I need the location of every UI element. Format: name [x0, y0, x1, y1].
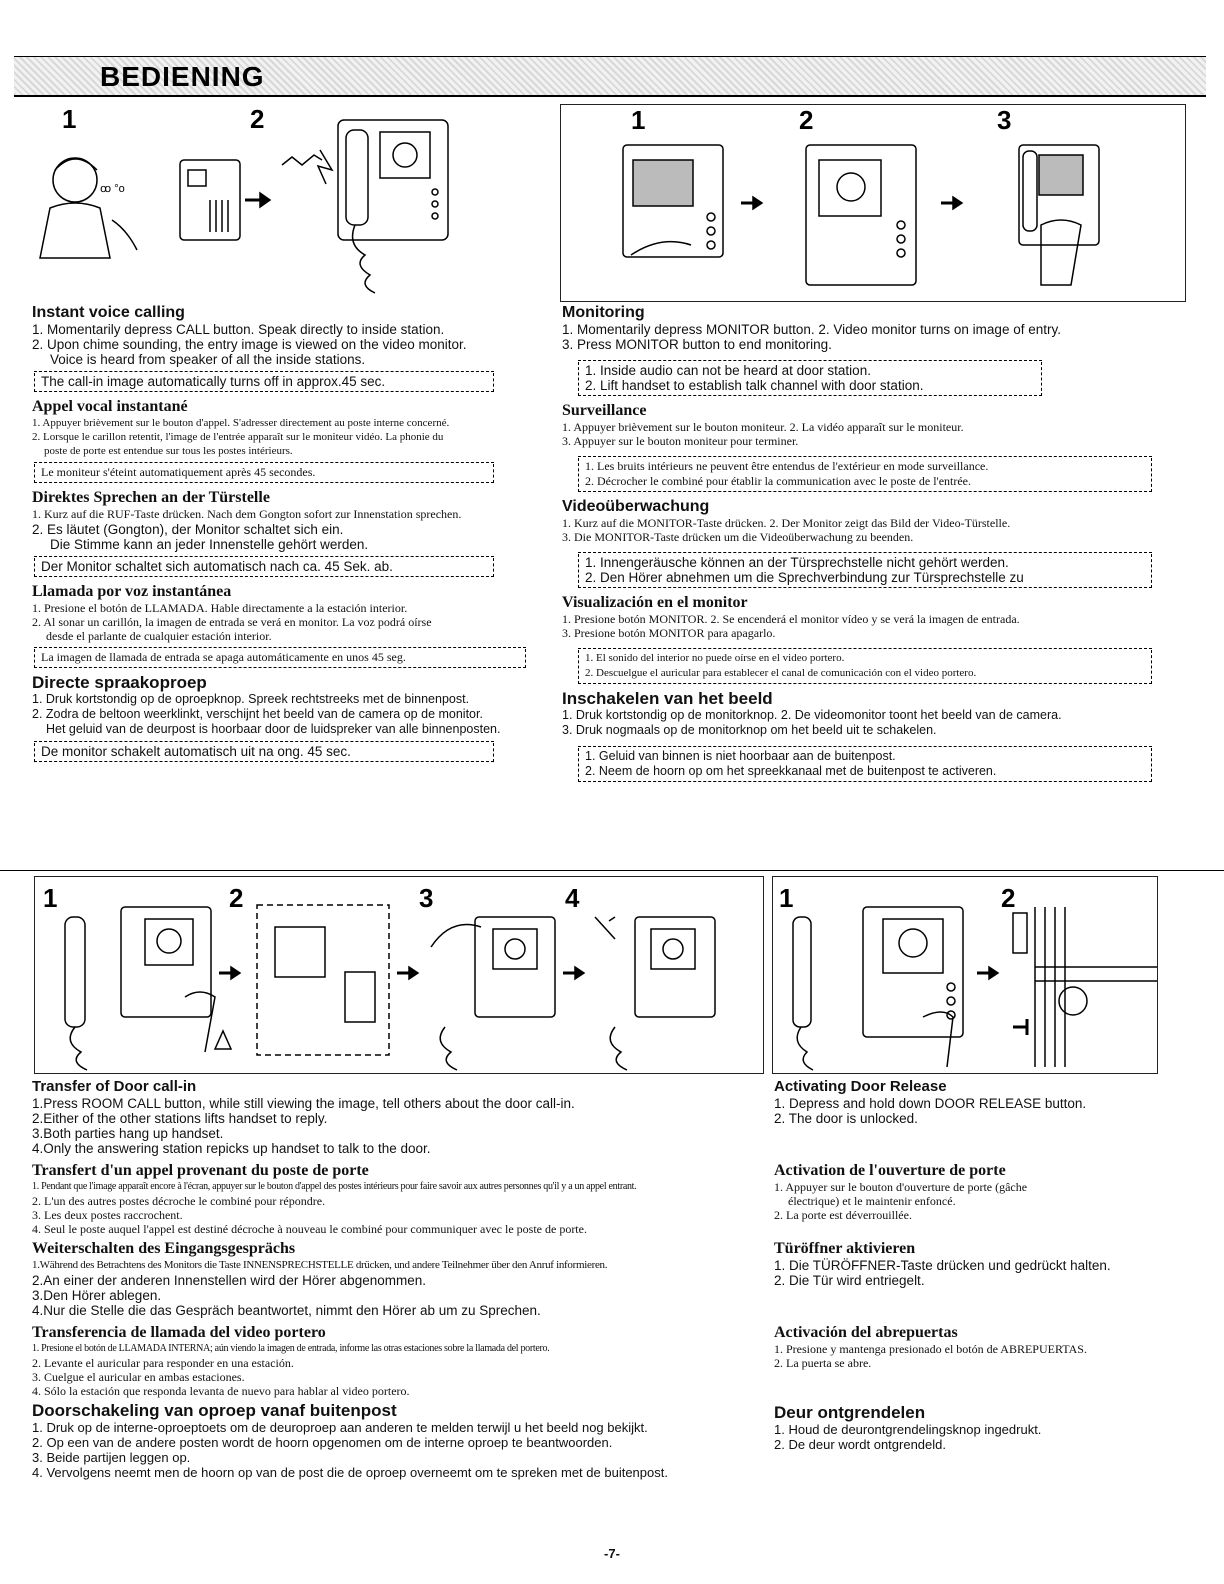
item: desde el parlante de cualquier estación interior.	[46, 629, 272, 643]
step-number: 2	[250, 104, 265, 134]
door-release-drawing	[773, 877, 1157, 1073]
item: Die Stimme kann an jeder Innenstelle gehört werden.	[50, 537, 369, 552]
transfer-section	[32, 1078, 772, 1480]
item: 4. Seul le poste auquel l'appel est destiné décroche à nouveau le combiné pour communiquer avec le poste de porte.	[32, 1222, 587, 1236]
heading-de: Direktes Sprechen an der Türstelle	[32, 489, 270, 506]
item: 1. Kurz auf die RUF-Taste drücken. Nach dem Gongton sofort zur Innenstation sprechen.	[32, 507, 462, 521]
item: 2.An einer der anderen Innenstellen wird der Hörer abgenommen.	[32, 1273, 426, 1288]
monitoring-drawing	[561, 105, 1185, 301]
item: Voice is heard from speaker of all the inside stations.	[50, 352, 366, 367]
instant-voice-section	[32, 304, 552, 768]
note-text: 1. El sonido del interior no puede oírse en el video portero.	[585, 652, 845, 664]
note-text: Le moniteur s'éteint automatiquement après 45 secondes.	[41, 465, 316, 479]
heading-es: Visualización en el monitor	[562, 594, 748, 611]
note-box	[578, 458, 1152, 492]
item: 1. Druk kortstondig op de oproepknop. Spreek rechtstreeks met de binnenpost.	[32, 692, 470, 706]
item: 2. Upon chime sounding, the entry image is viewed on the video monitor.	[32, 337, 467, 352]
svg-text:ꝏ °o: ꝏ °o	[100, 183, 125, 195]
heading-en: Monitoring	[562, 304, 645, 321]
note-box	[578, 362, 1042, 396]
note-text: La imagen de llamada de entrada se apaga automáticamente en unos 45 seg.	[41, 650, 406, 664]
step-number: 2	[799, 105, 814, 135]
illustration-instant-voice	[20, 100, 550, 300]
step-number: 2	[229, 883, 244, 913]
door-release-section	[774, 1078, 1194, 1452]
heading-de: Weiterschalten des Eingangsgesprächs	[32, 1240, 296, 1257]
item: 1. Druk op de interne-oproeptoets om de deuroproep aan anderen te melden terwijl u het beeld nog bekijkt.	[32, 1420, 648, 1435]
heading-nl: Directe spraakoproep	[32, 673, 207, 692]
note-text: 1. Les bruits intérieurs ne peuvent être entendus de l'extérieur en mode surveillance.	[585, 459, 989, 473]
item: 2. Es läutet (Gongton), der Monitor schaltet sich ein.	[32, 522, 344, 537]
item: 1.Press ROOM CALL button, while still viewing the image, tell others about the door call-in.	[32, 1096, 575, 1111]
heading-nl: Deur ontgrendelen	[774, 1403, 926, 1422]
note-box	[578, 554, 1152, 588]
heading-nl: Inschakelen van het beeld	[562, 689, 773, 708]
note-box	[34, 373, 494, 392]
item: 2. Op een van de andere posten wordt de hoorn opgenomen om de interne oproep te beantwoorden.	[32, 1435, 613, 1450]
item: 4.Nur die Stelle die das Gespräch beantwortet, nimmt den Hörer ab um zu Sprechen.	[32, 1303, 541, 1318]
transfer-drawing	[35, 877, 763, 1073]
step-number: 1	[631, 105, 646, 135]
item: 3. Appuyer sur le bouton moniteur pour terminer.	[562, 434, 799, 448]
note-text: 2. Descuelgue el auricular para establecer el canal de comunicación con el video portero.	[585, 667, 977, 679]
item: 1.Während des Betrachtens des Monitors die Taste INNENSPRECHSTELLE drücken, und andere Teilnehmer über den Anruf informieren.	[32, 1259, 608, 1271]
item: 1. Druk kortstondig op de monitorknop. 2. De videomonitor toont het beeld van de camera.	[562, 708, 1062, 722]
item: 3. Press MONITOR button to end monitoring.	[562, 337, 832, 352]
item: 1. Momentarily depress CALL button. Speak directly to inside station.	[32, 322, 445, 337]
step-number: 1	[62, 104, 77, 134]
item: 1. Presione el botón de LLAMADA. Hable directamente a la estación interior.	[32, 601, 408, 615]
note-text: 2. Den Hörer abnehmen um die Sprechverbindung zur Türsprechstelle zu	[585, 570, 1024, 585]
item: 1. Presione botón MONITOR. 2. Se encenderá el monitor vídeo y se verá la imagen de entrada.	[562, 612, 1020, 626]
item: 2. Levante el auricular para responder en una estación.	[32, 1356, 294, 1370]
item: 1. Presione y mantenga presionado el botón de ABREPUERTAS.	[774, 1342, 1087, 1356]
step-number: 3	[997, 105, 1012, 135]
item: 1. Momentarily depress MONITOR button. 2. Video monitor turns on image of entry.	[562, 322, 1061, 337]
heading-es: Llamada por voz instantánea	[32, 583, 232, 600]
item: 3. Cuelgue el auricular en ambas estaciones.	[32, 1370, 245, 1384]
item: 3. Beide partijen leggen op.	[32, 1450, 191, 1465]
page-number: -7-	[604, 1546, 620, 1561]
voice-call-drawing	[20, 100, 550, 300]
heading-fr: Transfert d'un appel provenant du poste de porte	[32, 1162, 369, 1179]
step-number: 3	[419, 883, 434, 913]
note-box	[34, 743, 494, 762]
item: 2. Lorsque le carillon retentit, l'image de l'entrée apparaît sur le moniteur vidéo. La phonie du	[32, 431, 444, 443]
divider	[0, 870, 1224, 871]
item: Het geluid van de deurpost is hoorbaar door de luidspreker van alle binnenposten.	[46, 722, 501, 736]
heading-de: Türöffner aktivieren	[774, 1240, 916, 1257]
item: 2. L'un des autres postes décroche le combiné pour répondre.	[32, 1194, 326, 1208]
step-number: 1	[779, 883, 794, 913]
item: 1. Appuyer brièvement sur le bouton moniteur. 2. La vidéo apparaît sur le moniteur.	[562, 420, 964, 434]
item: 2. The door is unlocked.	[774, 1111, 918, 1126]
step-number: 4	[565, 883, 580, 913]
note-text: De monitor schakelt automatisch uit na ong. 45 sec.	[41, 744, 351, 759]
item: 1. Houd de deurontgrendelingsknop ingedrukt.	[774, 1422, 1042, 1437]
heading-en: Transfer of Door call-in	[32, 1078, 197, 1095]
illustration-transfer	[34, 876, 764, 1074]
note-box	[578, 748, 1152, 782]
note-text: 1. Innengeräusche können an der Türsprechstelle nicht gehört werden.	[585, 555, 1009, 570]
note-box	[34, 558, 494, 577]
illustration-door-release	[772, 876, 1158, 1074]
note-text: 2. Décrocher le combiné pour établir la communication avec le poste de l'entrée.	[585, 474, 971, 488]
item: 4.Only the answering station repicks up handset to talk to the door.	[32, 1141, 431, 1156]
note-text: 2. Lift handset to establish talk channel with door station.	[585, 378, 924, 393]
item: 1. Presione el botón de LLAMADA INTERNA; aún viendo la imagen de entrada, informe las otras estaciones sobre la llamada del portero.	[32, 1343, 550, 1354]
item: 1. Appuyer sur le bouton d'ouverture de porte (gâche	[774, 1180, 1028, 1194]
item: 3. Druk nogmaals op de monitorknop om het beeld uit te schakelen.	[562, 723, 937, 737]
heading-nl: Doorschakeling van oproep vanaf buitenpost	[32, 1401, 397, 1420]
note-text: 1. Geluid van binnen is niet hoorbaar aan de buitenpost.	[585, 749, 896, 763]
heading-es: Activación del abrepuertas	[774, 1324, 958, 1341]
item: 1. Die TÜRÖFFNER-Taste drücken und gedrückt halten.	[774, 1258, 1111, 1273]
item: 2. La porte est déverrouillée.	[774, 1208, 912, 1222]
item: 3.Den Hörer ablegen.	[32, 1288, 162, 1303]
note-box	[578, 650, 1152, 684]
item: 1. Appuyer brièvement sur le bouton d'appel. S'adresser directement au poste interne concerné.	[32, 417, 450, 429]
monitoring-section	[562, 304, 1162, 788]
note-box	[34, 464, 494, 483]
section-banner	[14, 56, 1206, 97]
item: 2. Al sonar un carillón, la imagen de entrada se verá en monitor. La voz podrá oírse	[32, 615, 432, 629]
heading-fr: Activation de l'ouverture de porte	[774, 1162, 1006, 1179]
item: 2. Zodra de beltoon weerklinkt, verschijnt het beeld van de camera op de monitor.	[32, 707, 483, 721]
item: 3. Les deux postes raccrochent.	[32, 1208, 183, 1222]
item: électrique) et le maintenir enfoncé.	[788, 1194, 956, 1208]
illustration-monitoring	[560, 104, 1186, 302]
note-text: Der Monitor schaltet sich automatisch nach ca. 45 Sek. ab.	[41, 559, 393, 574]
item: 2.Either of the other stations lifts handset to reply.	[32, 1111, 328, 1126]
item: 3. Die MONITOR-Taste drücken um die Videoüberwachung zu beenden.	[562, 530, 914, 544]
heading-fr: Appel vocal instantané	[32, 398, 188, 415]
step-number: 2	[1001, 883, 1016, 913]
note-text: 1. Inside audio can not be heard at door station.	[585, 363, 871, 378]
step-number: 1	[43, 883, 58, 913]
item: poste de porte est entendue sur tous les postes intérieurs.	[44, 445, 293, 457]
heading-de: Videoüberwachung	[562, 498, 710, 515]
item: 2. De deur wordt ontgrendeld.	[774, 1437, 946, 1452]
heading-fr: Surveillance	[562, 402, 647, 419]
item: 1. Kurz auf die MONITOR-Taste drücken. 2. Der Monitor zeigt das Bild der Video-Türstelle.	[562, 516, 1011, 530]
item: 2. La puerta se abre.	[774, 1356, 872, 1370]
item: 1. Pendant que l'image apparaît encore à l'écran, appuyer sur le bouton d'appel des postes intérieurs pour faire savoir aux autres personnes qu'il y a un appel entrant.	[32, 1181, 637, 1192]
heading-en: Instant voice calling	[32, 304, 185, 321]
note-text: 2. Neem de hoorn op om het spreekkanaal met de buitenpost te activeren.	[585, 764, 997, 778]
note-box	[34, 649, 526, 668]
note-text: The call-in image automatically turns off in approx.45 sec.	[41, 374, 386, 389]
item: 3. Presione botón MONITOR para apagarlo.	[562, 626, 776, 640]
item: 1. Depress and hold down DOOR RELEASE button.	[774, 1096, 1087, 1111]
item: 3.Both parties hang up handset.	[32, 1126, 224, 1141]
item: 4. Vervolgens neemt men de hoorn op van de post die de oproep overneemt om te spreken met de buitenpost.	[32, 1465, 668, 1480]
section-title: BEDIENING	[100, 61, 265, 92]
heading-en: Activating Door Release	[774, 1078, 947, 1095]
item: 4. Sólo la estación que responda levanta de nuevo para hablar al video portero.	[32, 1384, 410, 1398]
item: 2. Die Tür wird entriegelt.	[774, 1273, 925, 1288]
heading-es: Transferencia de llamada del video portero	[32, 1324, 326, 1341]
